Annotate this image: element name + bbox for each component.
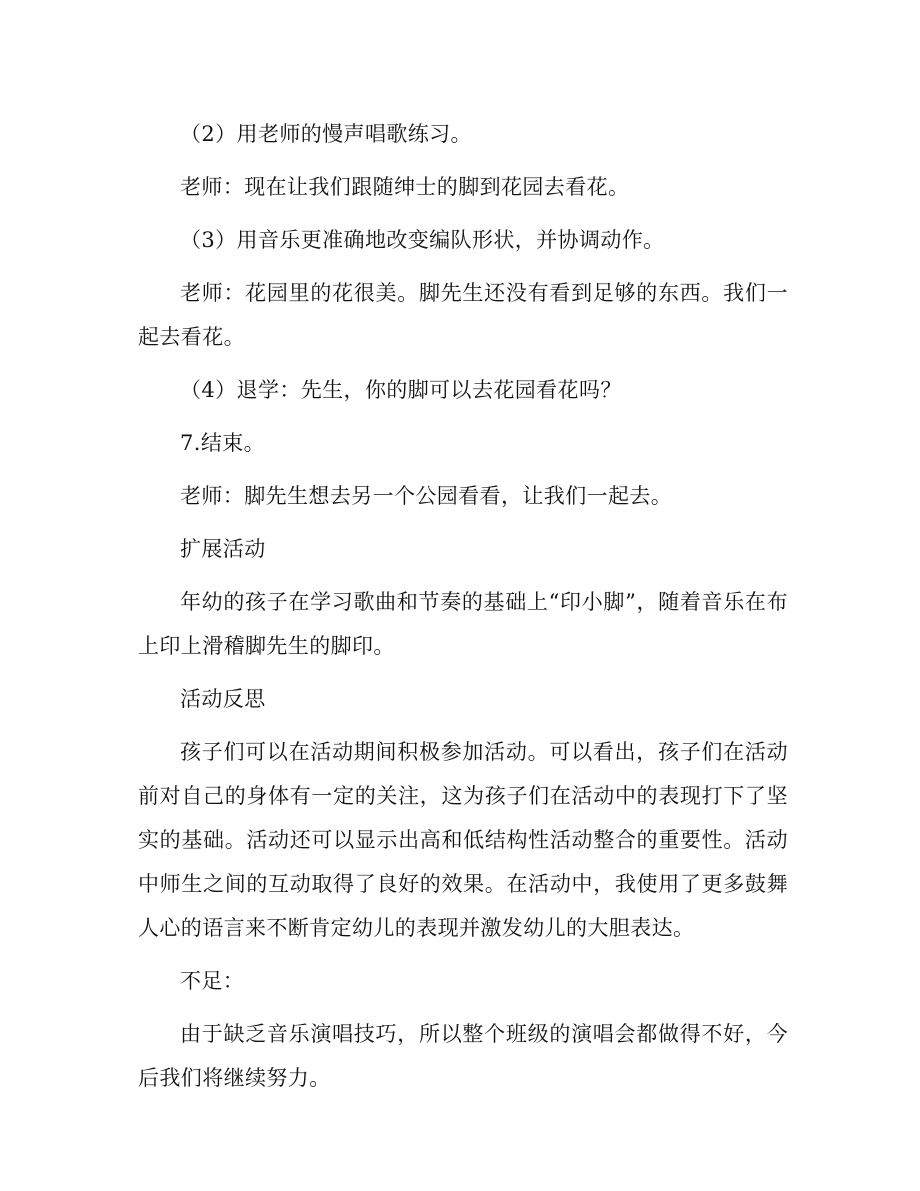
- paragraph-step-4: （4）退学：先生，你的脚可以去花园看花吗？: [180, 378, 622, 402]
- paragraph-shortcomings: 由于缺乏音乐演唱技巧，所以整个班级的演唱会都做得不好，今后我们将继续努力。: [138, 1022, 788, 1090]
- paragraph-step-7: 7.结束。: [180, 431, 266, 455]
- paragraph-step-3: （3）用音乐更准确地改变编队形状，并协调动作。: [180, 228, 665, 252]
- paragraph-reflection: 孩子们可以在活动期间积极参加活动。可以看出，孩子们在活动前对自己的身体有一定的关注，这为孩子们在活动中的表现打下了坚实的基础。活动还可以显示出高和低结构性活动整合的重要性。活动中师生之间的互动取得了良好的效果。在活动中，我使用了更多鼓舞人心的语言来不断肯定幼儿的表现并激发幼儿的大胆表达。: [138, 740, 788, 940]
- document-body: [138, 112, 788, 1109]
- paragraph-step-2: （2）用老师的慢声唱歌练习。: [180, 122, 472, 146]
- paragraph-teacher-1: 老师：现在让我们跟随绅士的脚到花园去看花。: [180, 175, 630, 199]
- section-heading-reflection: 活动反思: [180, 687, 266, 711]
- paragraph-extension: 年幼的孩子在学习歌曲和节奏的基础上“印小脚”，随着音乐在布上印上滑稽脚先生的脚印。: [138, 590, 788, 658]
- section-heading-extension: 扩展活动: [180, 537, 266, 561]
- paragraph-teacher-2: 老师：花园里的花很美。脚先生还没有看到足够的东西。我们一起去看花。: [138, 281, 788, 349]
- section-heading-shortcomings: 不足：: [180, 969, 245, 993]
- paragraph-teacher-3: 老师：脚先生想去另一个公园看看，让我们一起去。: [180, 484, 673, 508]
